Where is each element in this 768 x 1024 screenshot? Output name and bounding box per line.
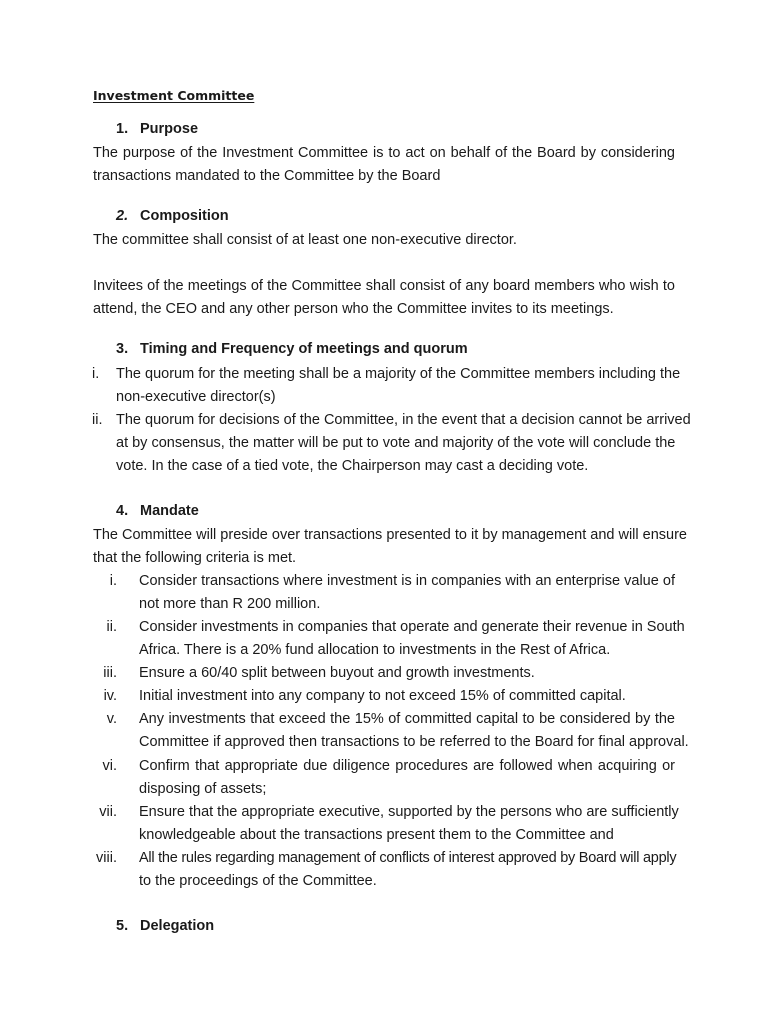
heading-delegation [116,918,214,934]
heading-label: Timing and Frequency of meetings and quorum [140,341,468,357]
timing-item-2-line-2: at by consensus, the matter will be put to vote and majority of the vote will conclude the [116,435,676,451]
mandate-item-2-line-2: Africa. There is a 20% fund allocation to investments in the Rest of Africa. [139,642,611,658]
heading-mandate [116,503,199,519]
composition-paragraph-2-line-2: attend, the CEO and any other person who the Committee invites to its meetings. [93,301,614,317]
list-marker: i. [109,573,117,589]
timing-item-2-line-1: The quorum for decisions of the Committee, in the event that a decision cannot be arrived [116,412,691,428]
timing-item-2-line-3: vote. In the case of a tied vote, the Chairperson may cast a deciding vote. [116,458,589,474]
purpose-line-2: transactions mandated to the Committee by the Board [93,168,441,184]
mandate-item-1-line-2: not more than R 200 million. [139,596,321,612]
heading-composition [116,208,229,224]
composition-paragraph-1: The committee shall consist of at least one non-executive director. [93,232,517,248]
list-marker: ii. [92,412,103,428]
mandate-item-5-line-2: Committee if approved then transactions to be referred to the Board for final approval. [139,734,689,750]
list-marker: iii. [103,665,117,681]
heading-number: 4. [116,503,129,519]
heading-timing [116,341,468,357]
list-marker: ii. [106,619,117,635]
mandate-item-7-line-2: knowledgeable about the transactions present them to the Committee and [139,827,614,843]
document-title: Investment Committee [93,88,255,103]
mandate-item-1-line-1: Consider transactions where investment is in companies with an enterprise value of [139,573,675,589]
heading-label: Mandate [140,503,199,519]
mandate-item-5-line-1: Any investments that exceed the 15% of committed capital to be considered by the [139,711,675,727]
heading-number: 2. [116,208,129,224]
purpose-line-1: The purpose of the Investment Committee is to act on behalf of the Board by considering [93,145,675,161]
timing-item-1-line-2: non-executive director(s) [116,389,276,405]
mandate-item-6-line-2: disposing of assets; [139,781,267,797]
mandate-item-4-line-1: Initial investment into any company to not exceed 15% of committed capital. [139,688,626,704]
mandate-item-7-line-1: Ensure that the appropriate executive, supported by the persons who are sufficiently [139,804,679,820]
mandate-intro-line-1: The Committee will preside over transactions presented to it by management and will ensure [93,527,687,543]
list-marker: vii. [99,804,117,820]
mandate-item-3-line-1: Ensure a 60/40 split between buyout and growth investments. [139,665,535,681]
mandate-item-2-line-1: Consider investments in companies that operate and generate their revenue in South [139,619,685,635]
heading-number: 3. [116,341,129,357]
mandate-intro-line-2: that the following criteria is met. [93,550,297,566]
list-marker: vi. [102,758,117,774]
mandate-item-8-line-2: to the proceedings of the Committee. [139,873,377,889]
list-marker: viii. [96,850,117,866]
heading-label: Purpose [140,121,199,137]
timing-item-1-line-1: The quorum for the meeting shall be a majority of the Committee members including the [116,366,681,382]
mandate-item-6-line-1: Confirm that appropriate due diligence procedures are followed when acquiring or [139,758,675,774]
list-marker: iv. [103,688,117,704]
heading-label: Composition [140,208,229,224]
list-marker: i. [92,366,100,382]
heading-label: Delegation [140,918,215,934]
heading-purpose [116,121,198,137]
heading-number: 5. [116,918,129,934]
list-marker: v. [106,711,117,727]
mandate-item-8-line-1: All the rules regarding management of conflicts of interest approved by Board will apply [139,850,677,866]
composition-paragraph-2-line-1: Invitees of the meetings of the Committee shall consist of any board members who wish to [93,278,675,294]
heading-number: 1. [116,121,129,137]
